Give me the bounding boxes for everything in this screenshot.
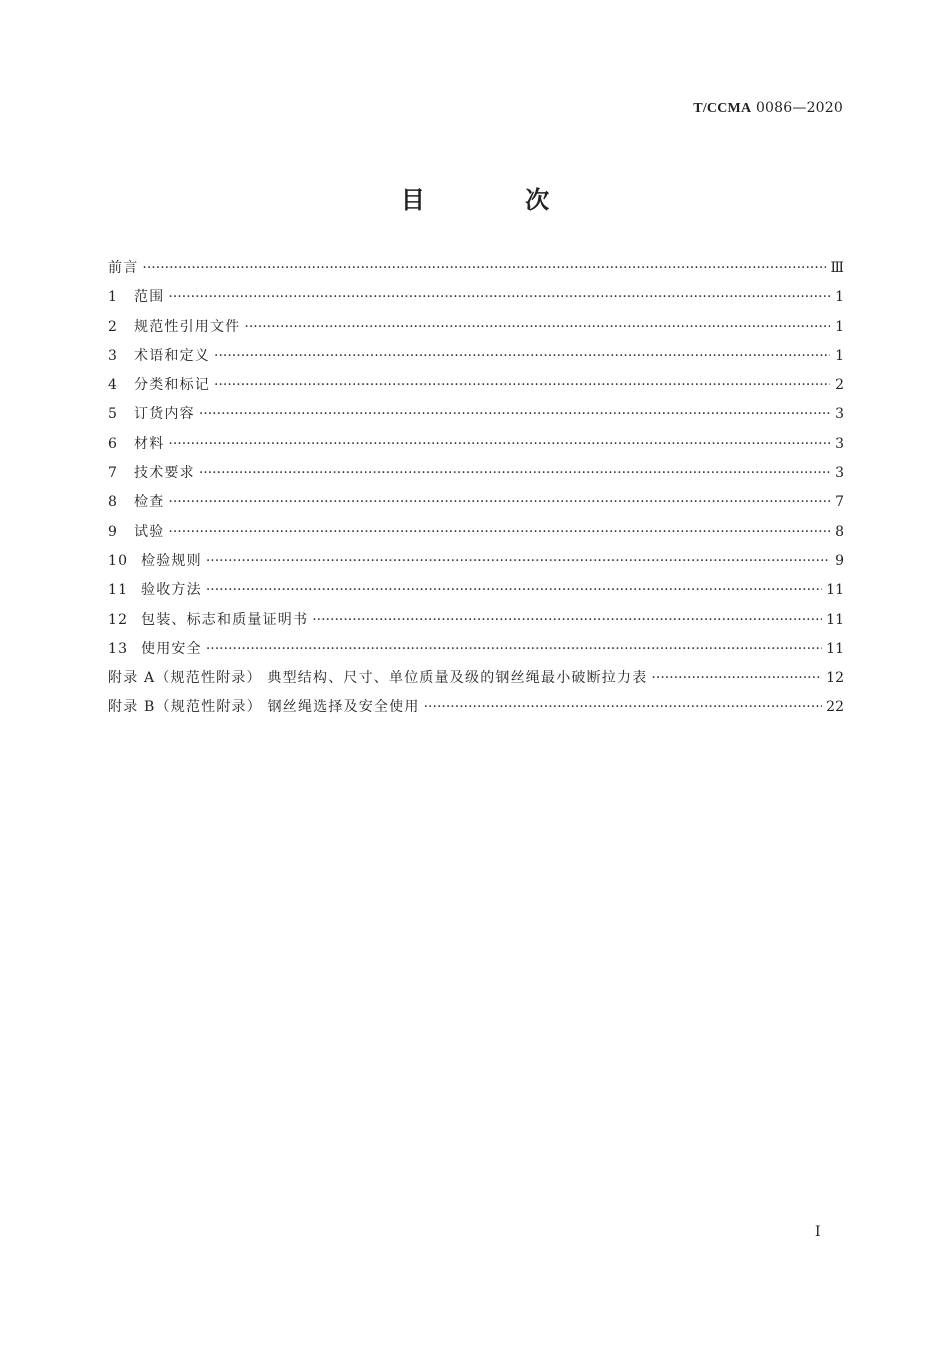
toc-entry-9[interactable] — [108, 521, 844, 550]
document-code — [693, 100, 843, 117]
toc-entry-10[interactable] — [108, 550, 844, 579]
toc-entry-number: 1 — [108, 289, 119, 306]
dot-leader — [312, 612, 822, 628]
toc-entry-3[interactable] — [108, 345, 844, 374]
toc-entry-page: Ⅲ — [830, 260, 844, 276]
toc-entry-4[interactable] — [108, 374, 844, 403]
toc-entry-2[interactable] — [108, 316, 844, 345]
toc-entry-text: 前言 — [108, 260, 139, 276]
toc-entry-page: 11 — [826, 582, 844, 599]
dot-leader — [168, 436, 830, 452]
toc-entry-text: 订货内容 — [134, 406, 195, 423]
toc-entry-page: 12 — [826, 670, 844, 687]
toc-entry-page: 7 — [835, 494, 844, 511]
dot-leader — [199, 406, 830, 422]
toc-entry-text: 附录 A（规范性附录） 典型结构、尺寸、单位质量及级的钢丝绳最小破断拉力表 — [108, 670, 648, 687]
toc-entry-11[interactable] — [108, 579, 844, 608]
toc-entry-page: 9 — [835, 552, 844, 569]
toc-entry-preface[interactable] — [108, 257, 844, 286]
dot-leader — [206, 553, 830, 569]
toc-entry-number: 13 — [108, 640, 129, 657]
toc-entry-6[interactable] — [108, 433, 844, 462]
toc-entry-number: 12 — [108, 611, 129, 628]
toc-entry-number: 9 — [108, 523, 119, 540]
dot-leader — [651, 670, 822, 686]
dot-leader — [214, 377, 830, 393]
toc-entry-text: 包装、标志和质量证明书 — [141, 611, 309, 628]
standard-prefix: T/CCMA — [693, 101, 752, 116]
toc-entry-12[interactable] — [108, 609, 844, 638]
toc-entry-appendix-b[interactable] — [108, 696, 844, 725]
toc-entry-text: 使用安全 — [141, 640, 202, 657]
toc-entry-7[interactable] — [108, 462, 844, 491]
dot-leader — [142, 260, 826, 276]
toc-entry-text: 材料 — [134, 435, 165, 452]
toc-entry-text: 分类和标记 — [134, 377, 210, 394]
toc-entry-text: 技术要求 — [134, 465, 195, 482]
toc-entry-page: 22 — [826, 699, 844, 716]
dot-leader — [168, 289, 830, 305]
page-number: I — [815, 1224, 821, 1240]
toc-entry-number: 7 — [108, 465, 119, 482]
dot-leader — [214, 348, 830, 364]
toc-entry-number: 3 — [108, 347, 119, 364]
toc-entry-text: 检验规则 — [141, 552, 202, 569]
toc-entry-number: 4 — [108, 377, 119, 394]
dot-leader — [168, 524, 830, 540]
toc-entry-page: 8 — [835, 523, 844, 540]
toc-entry-text: 范围 — [134, 289, 165, 306]
toc-entry-1[interactable] — [108, 286, 844, 315]
toc-entry-5[interactable] — [108, 403, 844, 432]
toc-entry-number: 6 — [108, 435, 119, 452]
toc-entry-text: 规范性引用文件 — [134, 318, 241, 335]
toc-entry-page: 1 — [835, 347, 844, 364]
toc-entry-page: 1 — [835, 289, 844, 306]
toc-entry-page: 11 — [826, 611, 844, 628]
toc-entry-page: 3 — [835, 406, 844, 423]
toc-entry-text: 验收方法 — [141, 582, 202, 599]
toc-entry-8[interactable] — [108, 491, 844, 520]
toc-entry-number: 5 — [108, 406, 119, 423]
toc-entry-text: 试验 — [134, 523, 165, 540]
toc-entry-page: 3 — [835, 465, 844, 482]
dot-leader — [244, 319, 830, 335]
dot-leader — [206, 641, 822, 657]
toc-entry-text: 检查 — [134, 494, 165, 511]
toc-entry-number: 10 — [108, 552, 129, 569]
table-of-contents — [108, 257, 844, 726]
toc-entry-number: 11 — [108, 582, 129, 599]
standard-number: 0086—2020 — [755, 100, 843, 116]
toc-entry-13[interactable] — [108, 638, 844, 667]
toc-entry-page: 3 — [835, 435, 844, 452]
toc-entry-text: 附录 B（规范性附录） 钢丝绳选择及安全使用 — [108, 699, 420, 716]
toc-entry-page: 1 — [835, 318, 844, 335]
toc-entry-page: 2 — [835, 377, 844, 394]
dot-leader — [206, 582, 822, 598]
toc-entry-number: 2 — [108, 318, 119, 335]
toc-entry-page: 11 — [826, 640, 844, 657]
toc-entry-text: 术语和定义 — [134, 347, 210, 364]
dot-leader — [424, 699, 823, 715]
toc-title: 目 次 — [400, 186, 596, 214]
toc-entry-number: 8 — [108, 494, 119, 511]
dot-leader — [168, 494, 830, 510]
toc-entry-appendix-a[interactable] — [108, 667, 844, 696]
dot-leader — [199, 465, 830, 481]
